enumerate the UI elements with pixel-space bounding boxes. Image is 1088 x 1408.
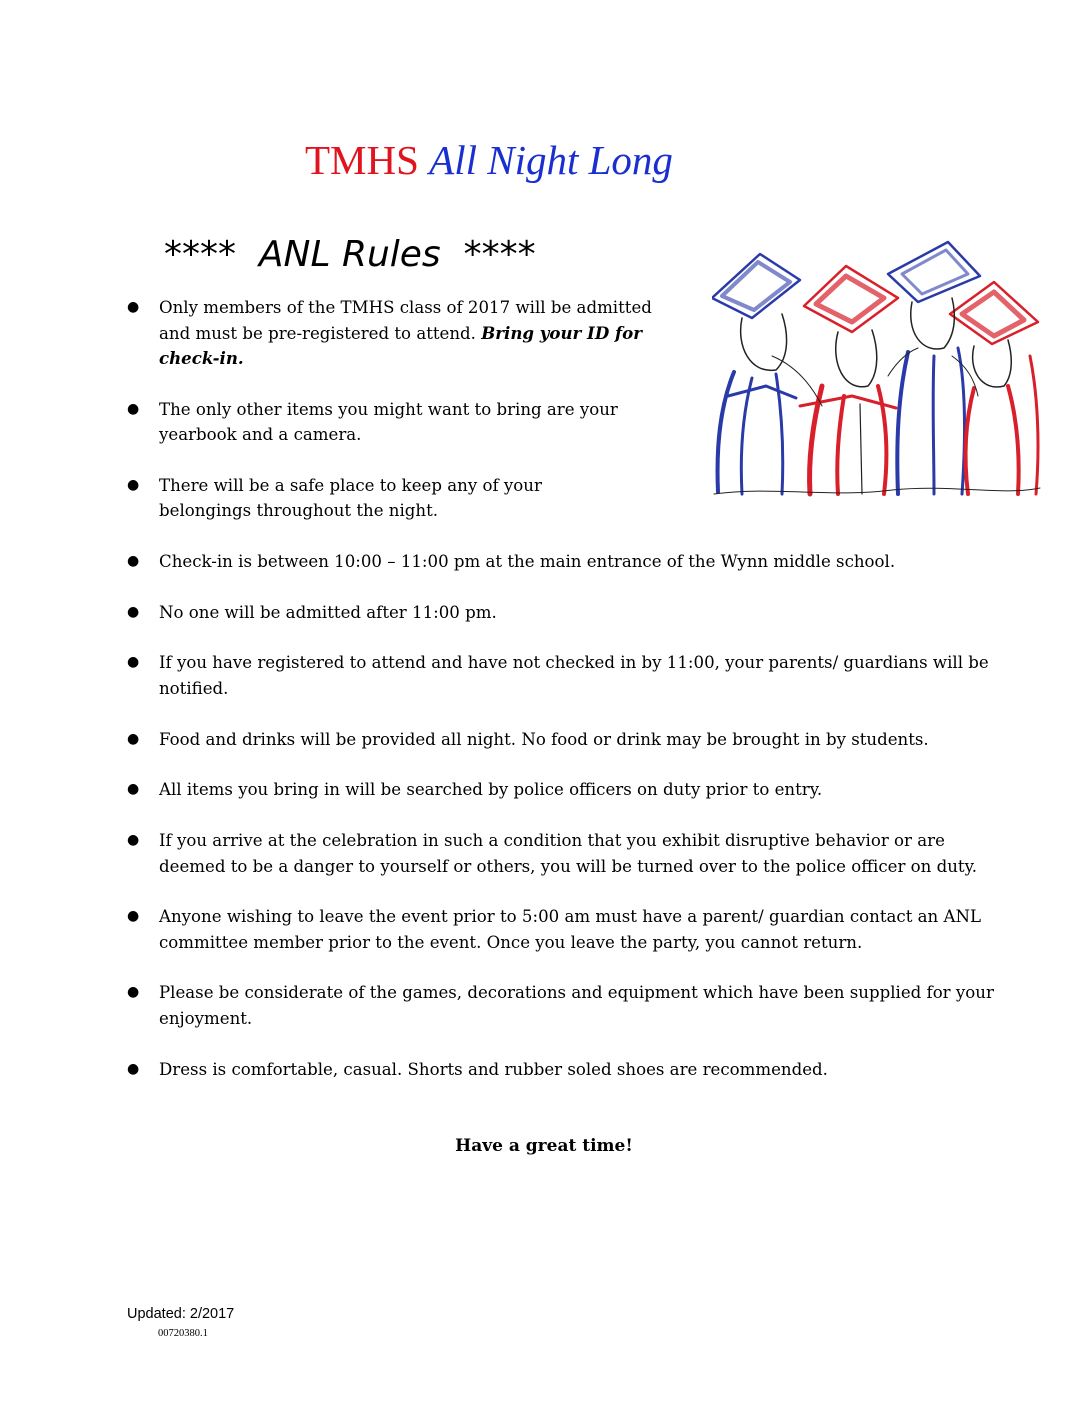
rule-item (120, 295, 1020, 372)
bullet-icon: ● (127, 781, 140, 798)
bullet-icon: ● (127, 832, 140, 848)
rule-text: If you have registered to attend and have not checked in by 11:00, your parents/ guardians will be notified. (159, 653, 989, 698)
rule-text: Only members of the TMHS class of 2017 will be admitted and must be pre-registered to attend. (159, 298, 652, 343)
rule-item (120, 473, 1020, 524)
bullet-icon: ● (127, 553, 140, 570)
rules-list (120, 295, 1020, 1107)
closing-message: Have a great time! (455, 1136, 633, 1156)
rule-item (120, 600, 1020, 626)
rule-text: There will be a safe place to keep any of your belongings throughout the night. (159, 475, 542, 521)
rule-item (120, 777, 1020, 803)
bullet-icon: ● (127, 476, 140, 493)
bullet-icon: ● (127, 654, 140, 671)
rule-item (120, 727, 1020, 753)
rule-text: If you arrive at the celebration in such a condition that you exhibit disruptive behavior or are deemed to be a danger to yourself or others, you will be turned over to the police officer on duty. (159, 831, 978, 876)
rule-text: All items you bring in will be searched by police officers on duty prior to entry. (159, 780, 823, 800)
bullet-icon: ● (127, 908, 140, 925)
bullet-icon: ● (127, 299, 140, 315)
bullet-icon: ● (127, 730, 140, 747)
rule-item (120, 650, 1020, 701)
rule-item (120, 1057, 1020, 1083)
bullet-icon: ● (127, 400, 140, 417)
rule-text: Dress is comfortable, casual. Shorts and rubber soled shoes are recommended. (159, 1059, 828, 1079)
title-school: TMHS (305, 137, 419, 183)
page-title (305, 134, 673, 186)
rule-item (120, 904, 1020, 955)
rule-item (120, 828, 1020, 879)
updated-date: Updated: 2/2017 (127, 1306, 235, 1322)
rule-item (120, 397, 1020, 448)
title-event: All Night Long (429, 137, 673, 183)
rule-item (120, 549, 1020, 575)
bullet-icon: ● (127, 984, 140, 1001)
bullet-icon: ● (127, 1060, 140, 1077)
document-id: 00720380.1 (158, 1328, 208, 1339)
rule-text: Please be considerate of the games, decorations and equipment which have been supplied for your enjoyment. (159, 983, 994, 1028)
rule-text: Anyone wishing to leave the event prior to 5:00 am must have a parent/ guardian contact an ANL committee member prior to the event. Once you leave the party, you cannot return. (159, 907, 982, 952)
rule-text: The only other items you might want to bring are your yearbook and a camera. (159, 399, 618, 445)
rule-emphasis: Bring your ID for check-in. (159, 322, 642, 368)
rule-text: No one will be admitted after 11:00 pm. (159, 602, 497, 622)
bullet-icon: ● (127, 603, 140, 620)
rule-text: Check-in is between 10:00 – 11:00 pm at the main entrance of the Wynn middle school. (159, 552, 896, 572)
rule-item (120, 980, 1020, 1031)
rule-text: Food and drinks will be provided all night. No food or drink may be brought in by students. (159, 729, 929, 749)
rules-heading: **** ANL Rules **** (164, 234, 536, 275)
